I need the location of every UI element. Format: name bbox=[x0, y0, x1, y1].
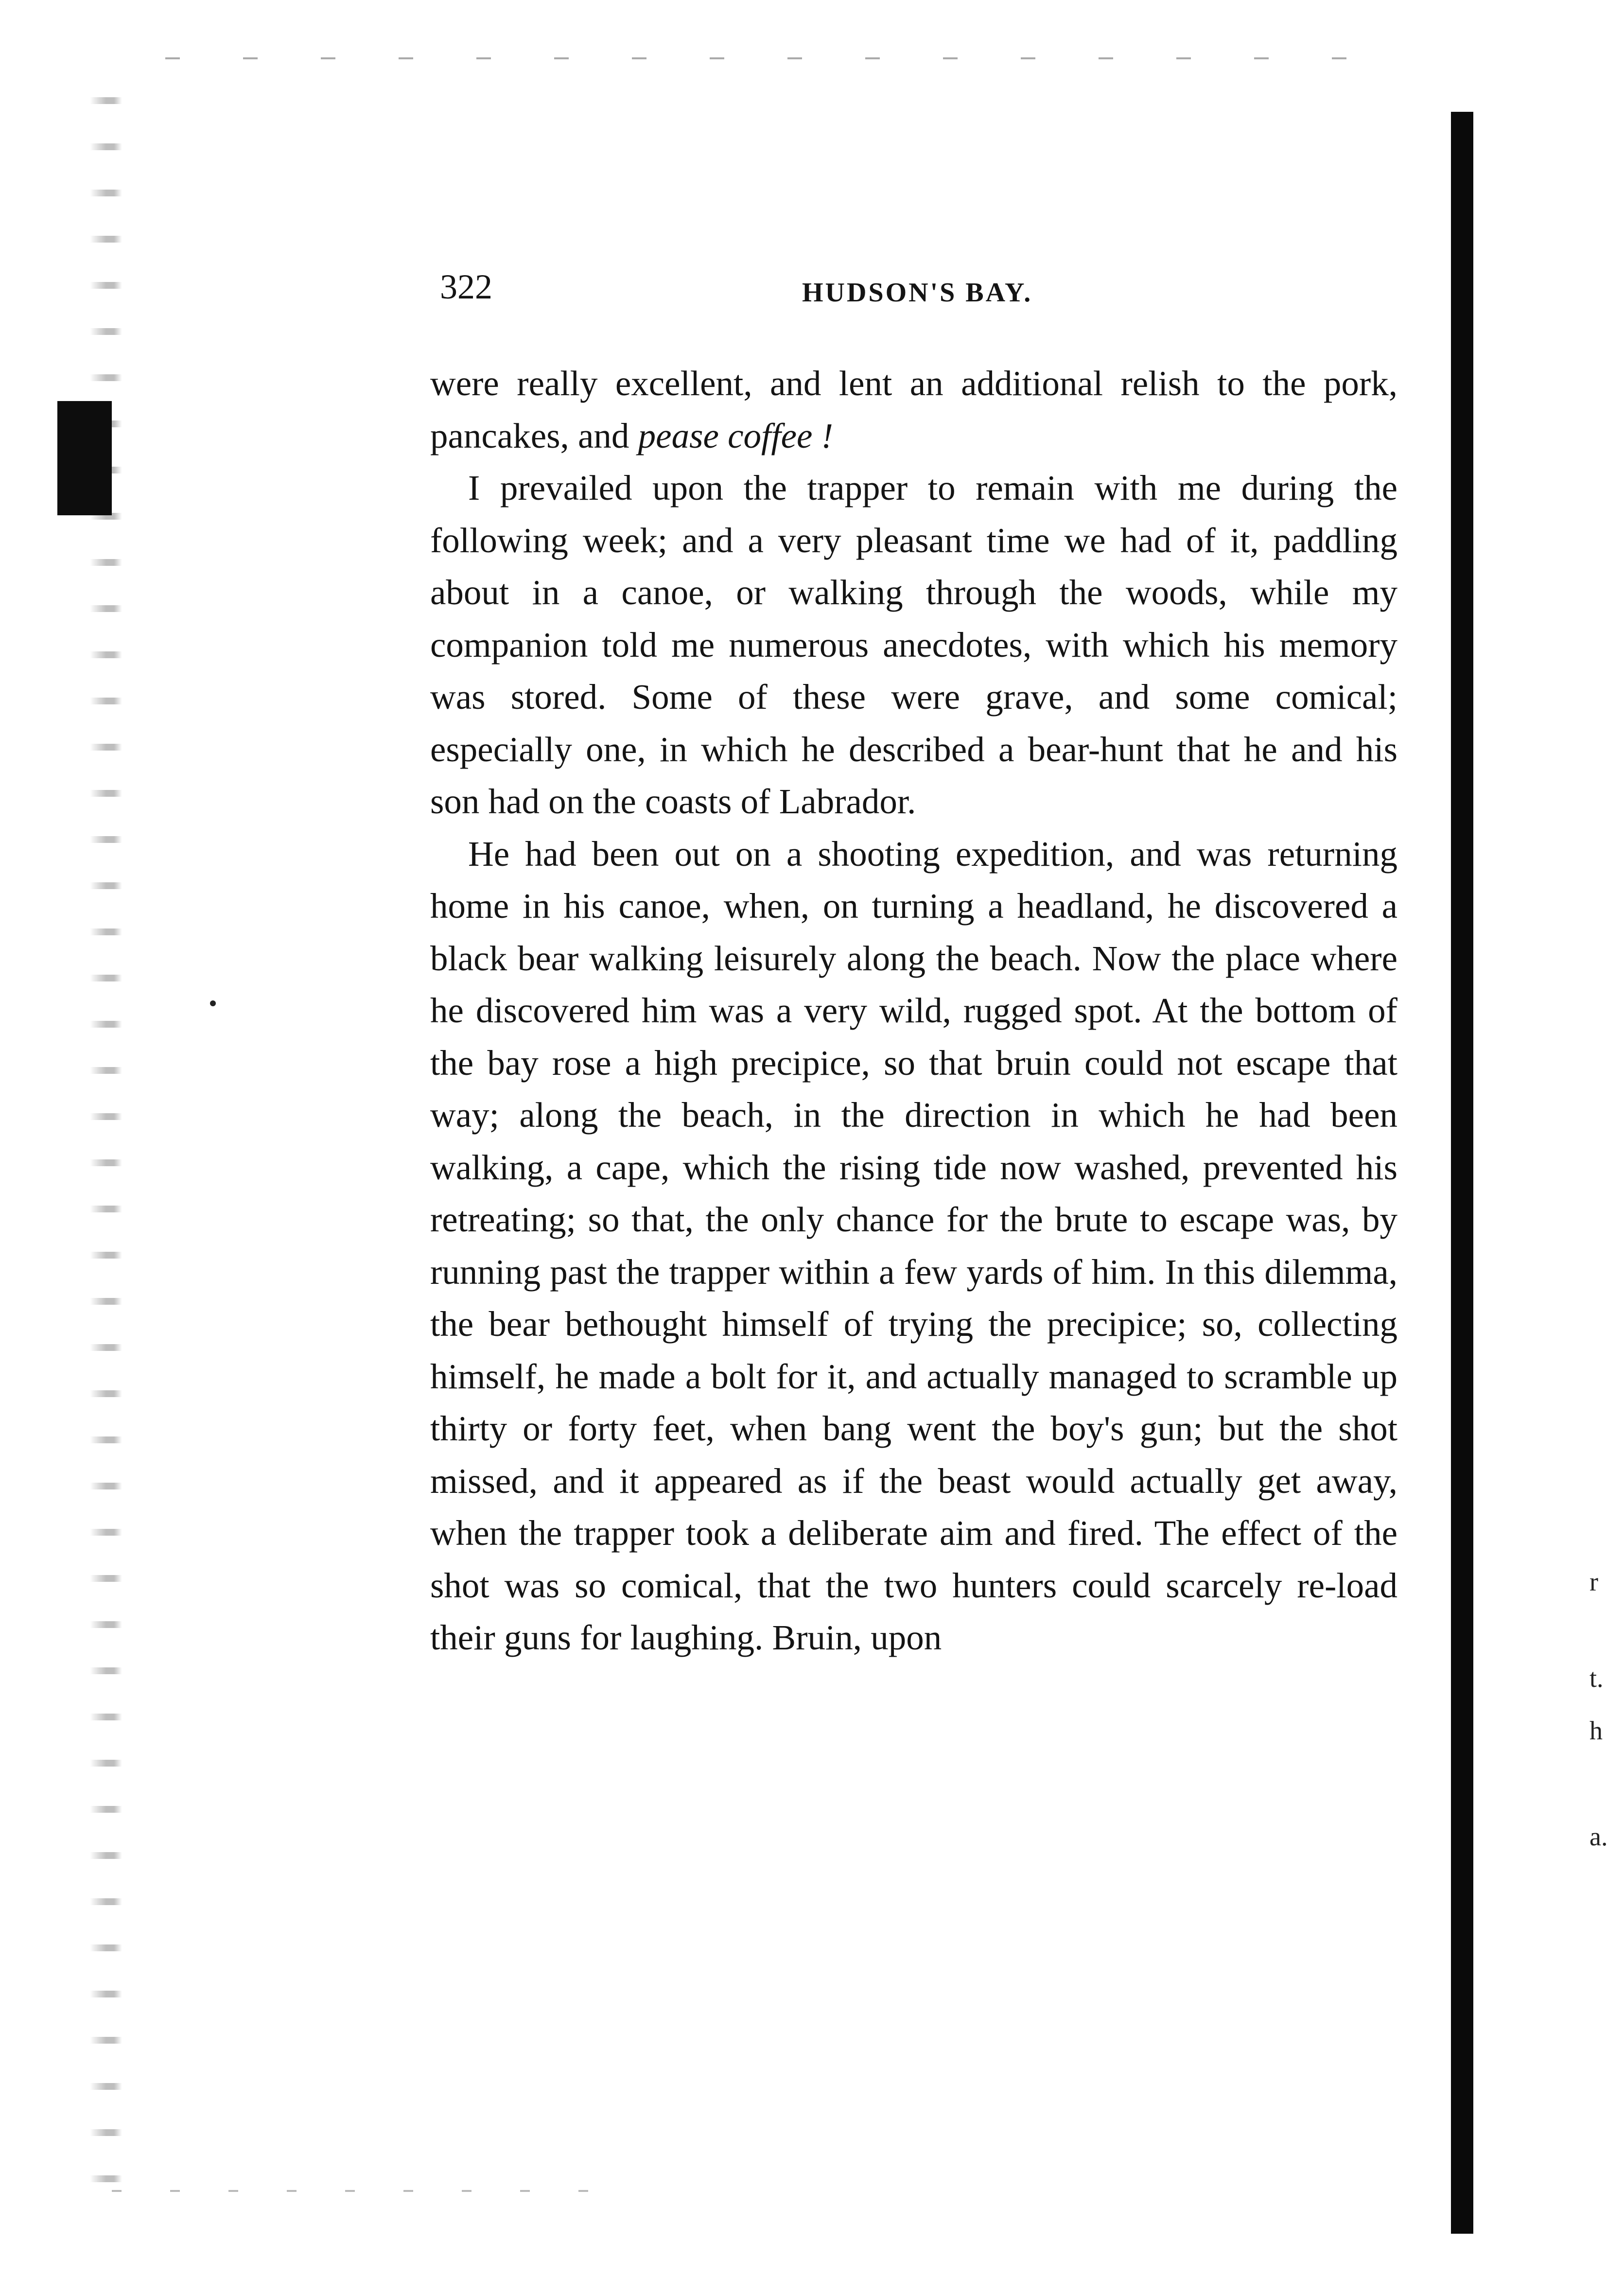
paragraph bbox=[430, 357, 1397, 462]
fragment-letter: h bbox=[1589, 1716, 1603, 1745]
paragraph: He had been out on a shooting expedition, and was returning home in his canoe, when, on turning a headland, he discovered a black bear walking leisurely along the beach. Now the place where he discovered him was a very wild, rugged spot. At the bottom of the bay rose a high precipice, so that bruin could not escape that way; along the beach, in the direction in which he had been walking, a cape, which the rising tide now washed, prevented his retreating; so that, the only chance for the brute to escape was, by running past the trapper within a few yards of him. In this dilemma, the bear bethought himself of trying the precipice; so, collecting himself, he made a bolt for it, and actually managed to scramble up thirty or forty feet, when bang went the boy's gun; but the shot missed, and it appeared as if the beast would actually get away, when the trapper took a deliberate aim and fired. The effect of the shot was so comical, that the two hunters could scarcely re-load their guns for laughing. Bruin, upon bbox=[430, 834, 1397, 1657]
body-text bbox=[430, 357, 1397, 1664]
scan-artifact-top-line bbox=[165, 57, 1380, 59]
scan-artifact-bottom-line bbox=[112, 2190, 598, 2192]
fragment-letter: a. bbox=[1589, 1822, 1608, 1851]
paragraph: I prevailed upon the trapper to remain with me during the following week; and a very pleasant time we had of it, paddling about in a canoe, or walking through the woods, while my companion told me numerous anecdotes, with which his memory was stored. Some of these were grave, and some comical; especially one, in which he described a bear-hunt that he and his son had on the coasts of Labrador. bbox=[430, 468, 1397, 821]
scan-artifact-left-black-bar bbox=[57, 401, 112, 515]
page-number: 322 bbox=[440, 267, 492, 306]
scan-artifact-dot bbox=[210, 1000, 216, 1006]
italic-phrase: pease coffee ! bbox=[638, 416, 833, 455]
adjacent-page-fragments bbox=[1589, 1556, 1619, 1863]
paragraph-text: were really excellent, and lent an additional relish to the pork, pancakes, and bbox=[430, 364, 1397, 455]
fragment-letter: t. bbox=[1589, 1664, 1604, 1693]
running-head bbox=[440, 265, 1402, 314]
fragment-letter: r bbox=[1589, 1567, 1598, 1596]
binding-shadow-bar bbox=[1451, 112, 1473, 2234]
running-title: HUDSON'S BAY. bbox=[802, 278, 1033, 308]
